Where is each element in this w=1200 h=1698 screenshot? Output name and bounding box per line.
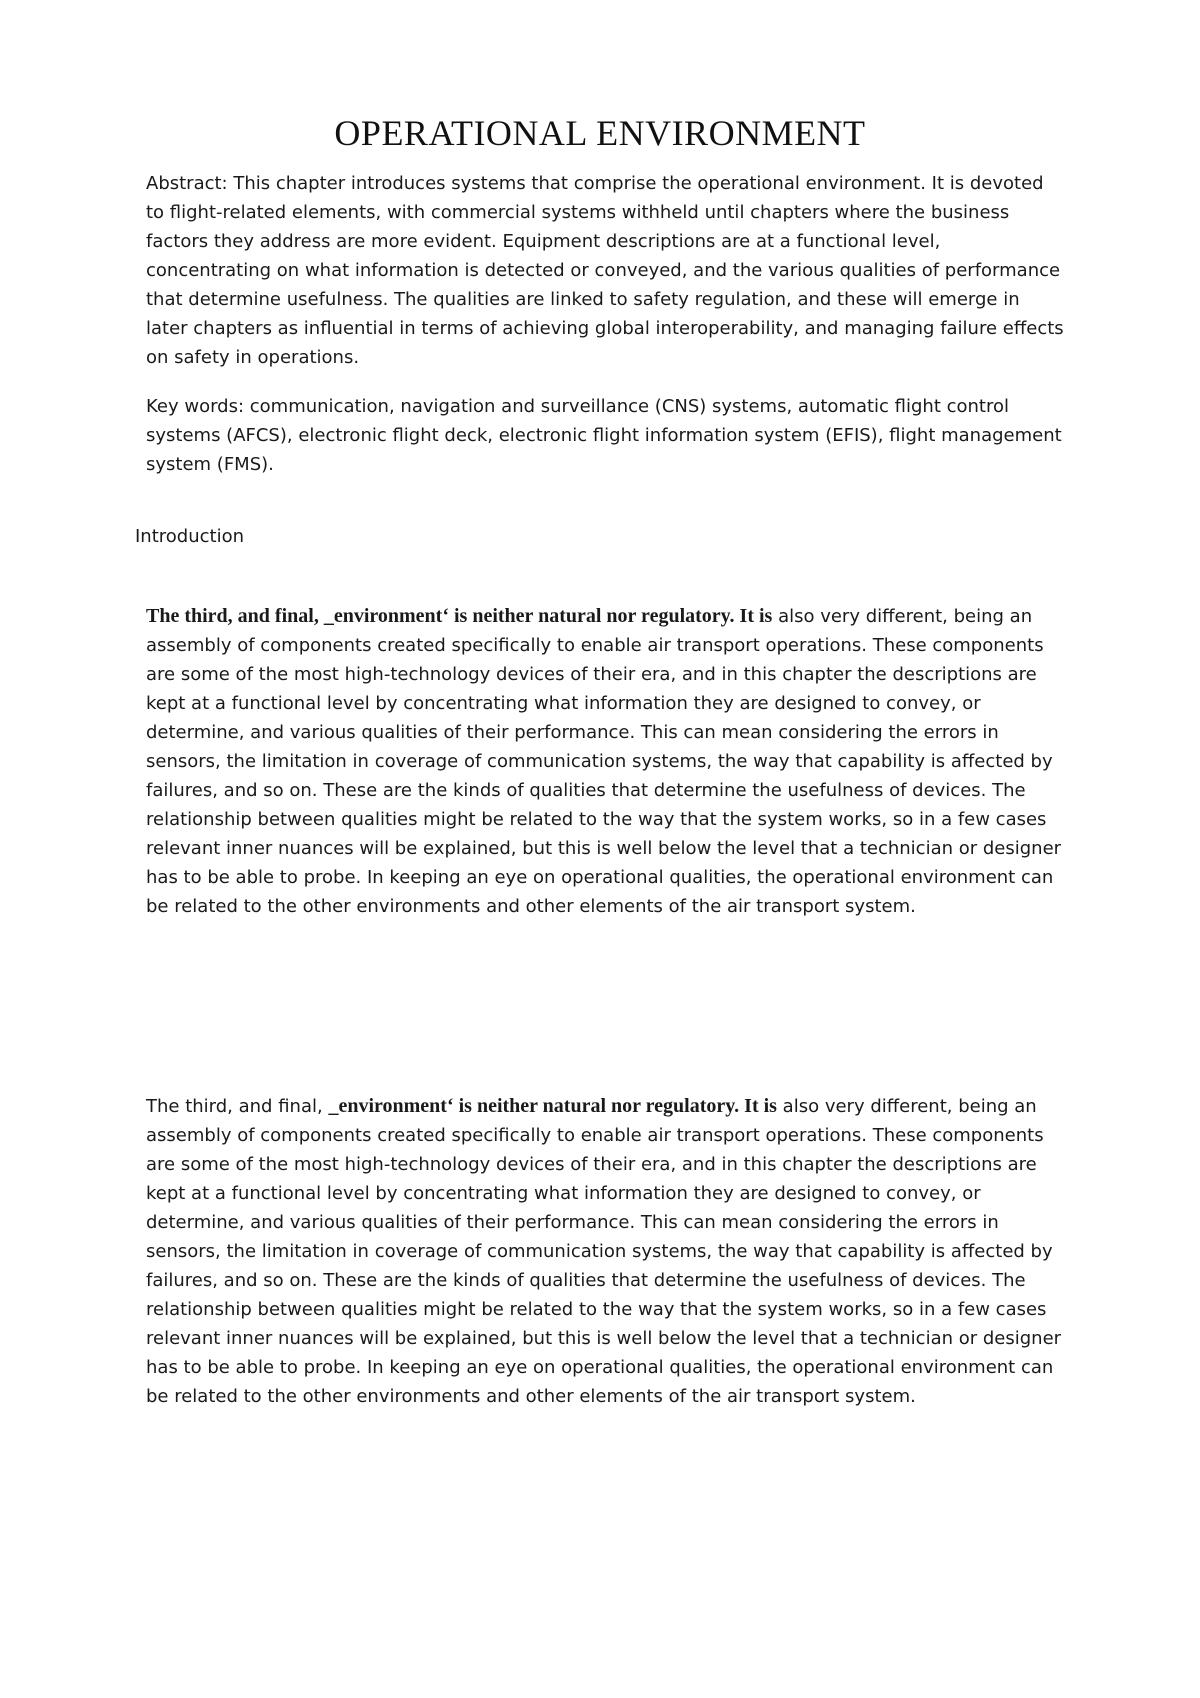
body-paragraph-2-text: also very different, being an assembly of components created specifically to enable air transport operations. These components are some of the most high-technology devices of their era, and in this chapter the descriptions are kept at a functional level by concentrating what information they are designed to convey, or determine, and various qualities of their performance. This can mean considering the errors in sensors, the limitation in coverage of communication systems, the way that capability is affected by failures, and so on. These are the kinds of qualities that determine the usefulness of devices. The relationship between qualities might be related to the way that the system works, so in a few cases relevant inner nuances will be explained, but this is well below the level that a technician or designer has to be able to probe. In keeping an eye on operational qualities, the operational environment can be related to the other environments and other elements of the air transport system. xyxy=(146,1096,1062,1407)
body-paragraph-2-bold-mid: _environment‘ is neither natural nor regulatory. It is xyxy=(328,1095,777,1117)
abstract-paragraph: Abstract: This chapter introduces systems that comprise the operational environment. It is devoted to flight-related elements, with commercial systems withheld until chapters where the business factors they address are more evident. Equipment descriptions are at a functional level, concentrating on what information is detected or conveyed, and the various qualities of performance that determine usefulness. The qualities are linked to safety regulation, and these will emerge in later chapters as influential in terms of achieving global interoperability, and managing failure effects on safety in operations. xyxy=(146,173,1064,368)
keywords-paragraph: Key words: communication, navigation and surveillance (CNS) systems, automatic flight control systems (AFCS), electronic flight deck, electronic flight information system (EFIS), flight management system (FMS). xyxy=(146,396,1062,475)
section-heading-introduction: Introduction xyxy=(135,526,245,547)
body-paragraph-2 xyxy=(146,1092,1066,1411)
body-paragraph-2-lead: The third, and final, xyxy=(146,1096,329,1117)
body-paragraph-1 xyxy=(146,602,1066,921)
body-paragraph-1-bold-lead: The third, and final, _environment‘ is neither natural nor regulatory. It is xyxy=(146,605,773,627)
body-paragraph-1-text: also very different, being an assembly of components created specifically to enable air transport operations. These components are some of the most high-technology devices of their era, and in this chapter the descriptions are kept at a functional level by concentrating what information they are designed to convey, or determine, and various qualities of their performance. This can mean considering the errors in sensors, the limitation in coverage of communication systems, the way that capability is affected by failures, and so on. These are the kinds of qualities that determine the usefulness of devices. The relationship between qualities might be related to the way that the system works, so in a few cases relevant inner nuances will be explained, but this is well below the level that a technician or designer has to be able to probe. In keeping an eye on operational qualities, the operational environment can be related to the other environments and other elements of the air transport system. xyxy=(146,606,1062,917)
page-title: OPERATIONAL ENVIRONMENT xyxy=(334,113,866,153)
